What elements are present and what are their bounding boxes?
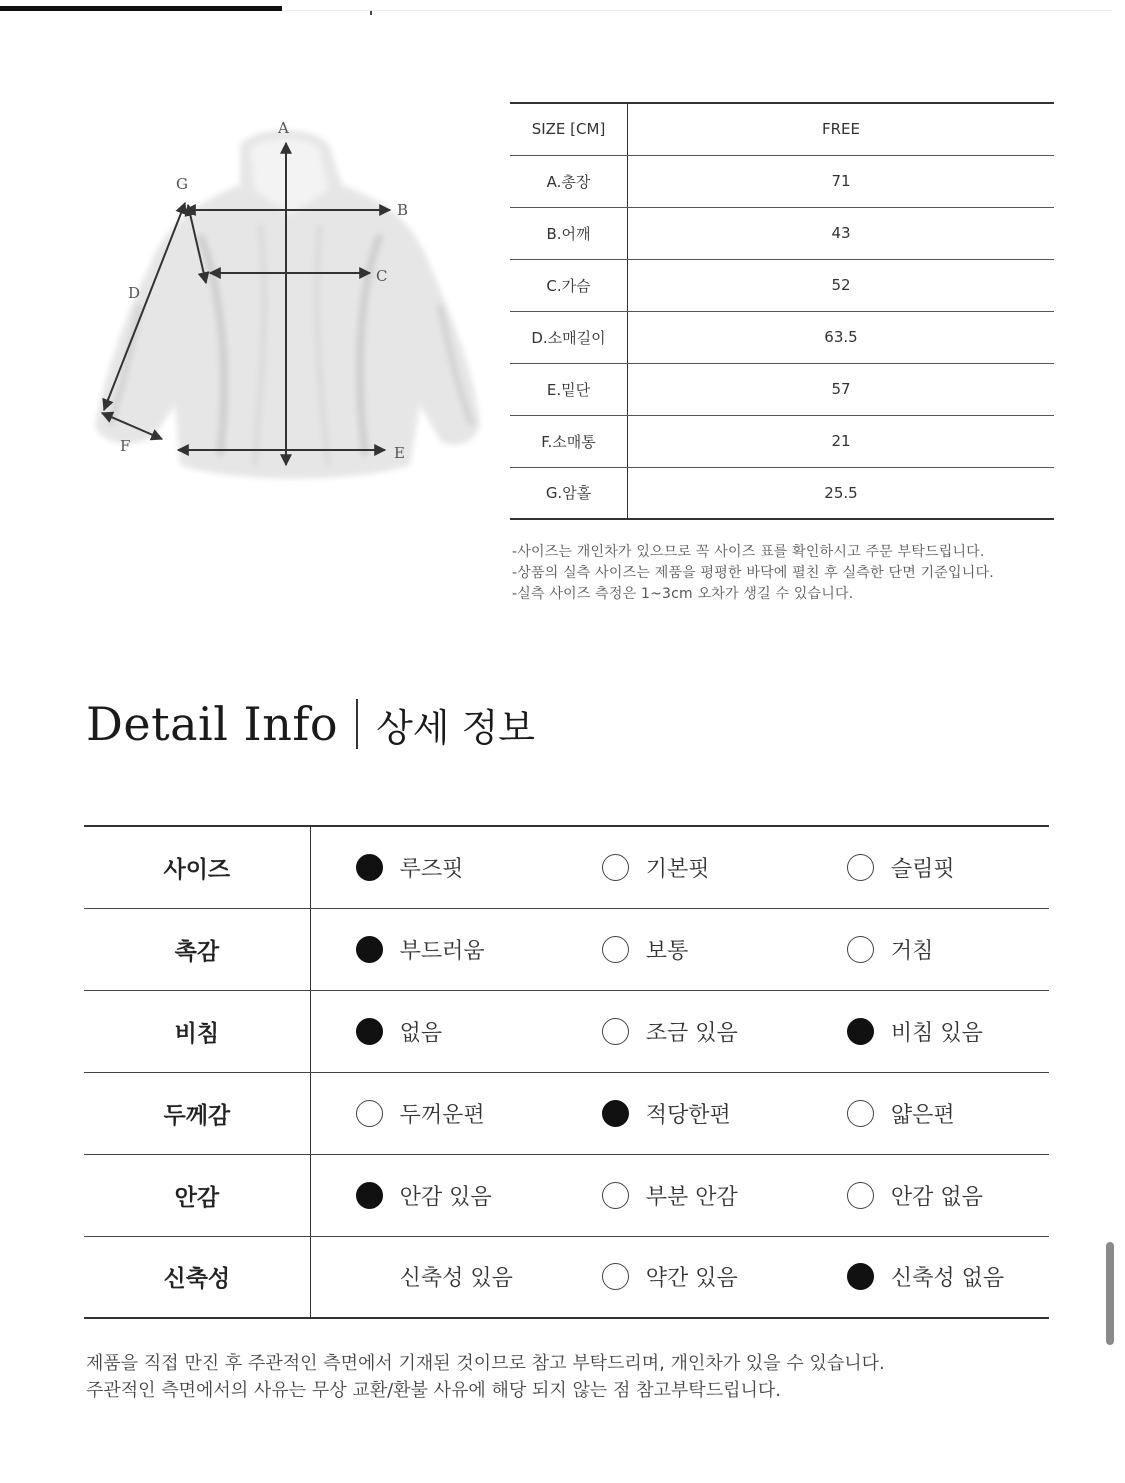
detail-heading-ko: 상세 정보 [376,705,535,750]
option-label: 신축성 없음 [890,1266,1005,1292]
radio-filled-icon [602,1100,629,1127]
radio-empty-icon [602,1263,629,1290]
option-label: 부드러움 [399,938,485,964]
jacket-illustration [80,105,500,505]
option-label: 루즈핏 [399,856,464,882]
detail-option [310,1154,557,1236]
detail-heading-en: Detail Info [86,697,339,751]
option-label: 기본핏 [645,856,710,882]
label-e: E [394,444,405,462]
radio-empty-icon [356,1100,383,1127]
detail-option [557,990,803,1072]
radio-filled-icon [847,1018,874,1045]
label-a: A [278,119,289,137]
radio-filled-icon [356,1018,383,1045]
detail-option [310,908,557,990]
detail-row [84,908,1049,990]
top-progress-bar [0,6,282,11]
size-row-value: 57 [628,363,1055,415]
size-row-value: 52 [628,259,1055,311]
size-row [510,415,1054,467]
option-label: 안감 있음 [399,1184,492,1210]
size-row [510,363,1054,415]
size-row-label: D.소매길이 [510,311,628,363]
heading-separator [356,699,358,749]
size-row-value: 63.5 [628,311,1055,363]
size-header-label: SIZE [CM] [510,103,628,155]
detail-footer-notes [86,1350,885,1404]
radio-filled-icon [356,936,383,963]
radio-empty-icon [847,854,874,881]
detail-row [84,1236,1049,1318]
option-label: 보통 [645,938,689,964]
detail-option [803,990,1049,1072]
detail-option [803,1236,1049,1318]
detail-option [310,826,557,908]
radio-empty-icon [847,936,874,963]
size-table [510,102,1054,520]
radio-filled-icon [356,1182,383,1209]
detail-row-label: 비침 [84,990,310,1072]
vertical-scrollbar[interactable] [1106,1242,1114,1345]
option-label: 약간 있음 [645,1266,738,1292]
size-header-value: FREE [628,103,1055,155]
detail-option [803,908,1049,990]
label-g: G [176,175,188,193]
detail-option [310,1236,557,1318]
size-table-header [510,103,1054,155]
detail-option [557,1236,803,1318]
option-label: 두꺼운편 [399,1102,485,1128]
detail-row [84,990,1049,1072]
option-label: 거침 [890,938,934,964]
size-row-label: G.암홀 [510,467,628,519]
detail-option [803,826,1049,908]
detail-row-label: 사이즈 [84,826,310,908]
size-row-value: 71 [628,155,1055,207]
size-row-value: 43 [628,207,1055,259]
radio-filled-icon [847,1263,874,1290]
detail-row [84,826,1049,908]
top-marker [370,11,372,15]
label-f: F [120,437,131,455]
label-b: B [397,201,409,219]
size-note: -상품의 실측 사이즈는 제품을 평평한 바닥에 펼친 후 실측한 단면 기준입니다. [512,565,994,581]
option-label: 부분 안감 [645,1184,738,1210]
detail-option [310,1072,557,1154]
label-d: D [128,284,141,302]
label-c: C [376,267,388,285]
size-row-label: A.총장 [510,155,628,207]
detail-row-label: 신축성 [84,1236,310,1318]
top-divider [282,10,1111,11]
size-row-label: B.어깨 [510,207,628,259]
option-label: 신축성 있음 [399,1266,513,1292]
option-label: 얇은편 [890,1102,955,1128]
size-note: -실측 사이즈 측정은 1~3cm 오차가 생길 수 있습니다. [512,586,854,602]
size-row [510,155,1054,207]
detail-option [310,990,557,1072]
detail-row-label: 두께감 [84,1072,310,1154]
option-label: 안감 없음 [890,1184,983,1210]
option-label: 슬림핏 [890,856,955,882]
size-notes [512,542,994,605]
jacket-measurement-diagram [80,105,500,505]
radio-empty-icon [602,854,629,881]
option-label: 없음 [399,1020,443,1046]
detail-row [84,1072,1049,1154]
detail-option [803,1154,1049,1236]
size-row [510,467,1054,519]
radio-filled-icon [356,854,383,881]
detail-row [84,1154,1049,1236]
footer-note: 제품을 직접 만진 후 주관적인 측면에서 기재된 것이므로 참고 부탁드리며, 개인차가 있을 수 있습니다. [86,1353,885,1374]
detail-row-label: 안감 [84,1154,310,1236]
footer-note: 주관적인 측면에서의 사유는 무상 교환/환불 사유에 해당 되지 않는 점 참고부탁드립니다. [86,1380,781,1401]
size-note: -사이즈는 개인차가 있으므로 꼭 사이즈 표를 확인하시고 주문 부탁드립니다. [512,544,985,560]
fur-jacket-shape [95,130,480,478]
detail-option [557,908,803,990]
option-label: 조금 있음 [645,1020,738,1046]
radio-empty-icon [602,1018,629,1045]
detail-info-heading [86,694,535,754]
size-row-value: 25.5 [628,467,1055,519]
detail-info-table [84,825,1049,1319]
size-row [510,311,1054,363]
radio-empty-icon [602,1182,629,1209]
detail-option [557,826,803,908]
detail-option [803,1072,1049,1154]
detail-row-label: 촉감 [84,908,310,990]
detail-option [557,1072,803,1154]
option-label: 비침 있음 [890,1020,983,1046]
size-row-value: 21 [628,415,1055,467]
size-row [510,259,1054,311]
detail-option [557,1154,803,1236]
radio-empty-icon [847,1100,874,1127]
size-row-label: F.소매통 [510,415,628,467]
size-row [510,207,1054,259]
option-label: 적당한편 [645,1102,731,1128]
size-row-label: C.가슴 [510,259,628,311]
radio-empty-icon [847,1182,874,1209]
radio-empty-icon [602,936,629,963]
size-row-label: E.밑단 [510,363,628,415]
